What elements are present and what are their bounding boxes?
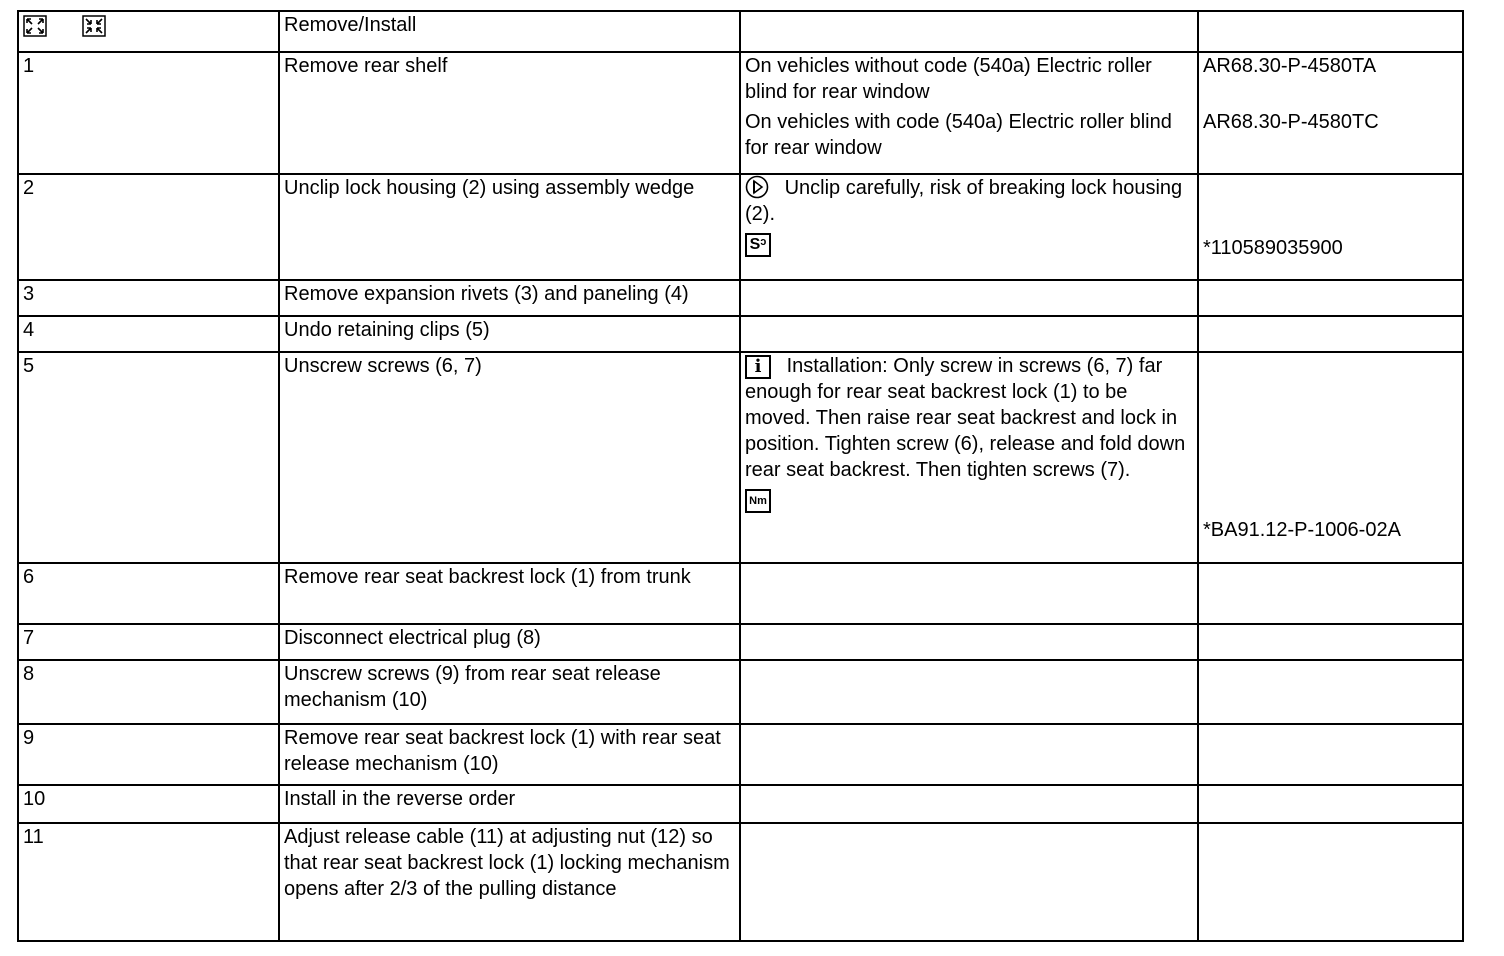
step-note <box>740 352 1198 563</box>
reference-link[interactable]: AR68.30-P-4580TC <box>1203 111 1379 133</box>
table-row <box>18 563 1463 624</box>
step-number: 1 <box>18 52 279 174</box>
step-number: 7 <box>18 624 279 660</box>
step-description: Unscrew screws (6, 7) <box>279 352 740 563</box>
empty-cell <box>1198 624 1463 660</box>
caution-icon <box>745 175 769 199</box>
table-row <box>18 352 1463 563</box>
empty-cell <box>1198 563 1463 624</box>
special-tool-icon[interactable]: Sᵓ <box>745 233 771 257</box>
step-number: 10 <box>18 785 279 823</box>
empty-cell <box>1198 280 1463 316</box>
step-description: Unclip lock housing (2) using assembly wedge <box>279 174 740 280</box>
table-row <box>18 624 1463 660</box>
caution-text: Unclip carefully, risk of breaking lock housing (2). <box>745 177 1183 225</box>
step-reference <box>1198 174 1463 280</box>
step-description: Disconnect electrical plug (8) <box>279 624 740 660</box>
step-number: 5 <box>18 352 279 563</box>
table-row <box>18 823 1463 941</box>
step-description: Adjust release cable (11) at adjusting nut (12) so that rear seat backrest lock (1) locking mechanism opens after 2/3 of the pulling distance <box>279 823 740 941</box>
procedure-table <box>17 10 1464 942</box>
empty-cell <box>1198 823 1463 941</box>
empty-cell <box>740 563 1198 624</box>
empty-cell <box>740 823 1198 941</box>
step-description: Undo retaining clips (5) <box>279 316 740 352</box>
table-row <box>18 660 1463 724</box>
step-note <box>740 174 1198 280</box>
reference-link[interactable]: AR68.30-P-4580TA <box>1203 55 1377 77</box>
step-description: Install in the reverse order <box>279 785 740 823</box>
empty-cell <box>740 316 1198 352</box>
installation-note: Installation: Only screw in screws (6, 7) far enough for rear seat backrest lock (1) to be moved. Then raise rear seat backrest and lock in position. Tighten screw (6), release and fold down rear seat backrest. Then tighten screws (7). <box>745 355 1186 481</box>
table-row <box>18 174 1463 280</box>
step-number: 3 <box>18 280 279 316</box>
table-row <box>18 280 1463 316</box>
header-empty-cell <box>740 11 1198 52</box>
collapse-all-icon[interactable] <box>82 15 106 37</box>
step-description: Remove rear seat backrest lock (1) with rear seat release mechanism (10) <box>279 724 740 785</box>
step-reference <box>1198 352 1463 563</box>
step-description: Unscrew screws (9) from rear seat release mechanism (10) <box>279 660 740 724</box>
step-reference <box>1198 52 1463 174</box>
empty-cell <box>1198 724 1463 785</box>
note-variant-without-code: On vehicles without code (540a) Electric roller blind for rear window <box>745 55 1152 103</box>
table-row <box>18 52 1463 174</box>
info-icon: i <box>745 355 771 379</box>
table-row <box>18 785 1463 823</box>
empty-cell <box>1198 660 1463 724</box>
step-number: 4 <box>18 316 279 352</box>
step-number: 11 <box>18 823 279 941</box>
step-number: 6 <box>18 563 279 624</box>
table-row <box>18 316 1463 352</box>
torque-icon[interactable]: Nm <box>745 489 771 513</box>
step-description: Remove rear shelf <box>279 52 740 174</box>
step-description: Remove expansion rivets (3) and paneling (4) <box>279 280 740 316</box>
torque-reference[interactable]: *BA91.12-P-1006-02A <box>1203 519 1401 541</box>
header-title: Remove/Install <box>279 11 740 52</box>
note-variant-with-code: On vehicles with code (540a) Electric roller blind for rear window <box>745 111 1172 159</box>
empty-cell <box>740 785 1198 823</box>
header-icons-cell <box>18 11 279 52</box>
empty-cell <box>1198 785 1463 823</box>
table-header-row <box>18 11 1463 52</box>
table-row <box>18 724 1463 785</box>
step-number: 2 <box>18 174 279 280</box>
tool-part-number[interactable]: *110589035900 <box>1203 237 1343 259</box>
header-empty-cell <box>1198 11 1463 52</box>
empty-cell <box>1198 316 1463 352</box>
empty-cell <box>740 280 1198 316</box>
expand-all-icon[interactable] <box>23 15 47 37</box>
step-note <box>740 52 1198 174</box>
step-number: 9 <box>18 724 279 785</box>
step-number: 8 <box>18 660 279 724</box>
empty-cell <box>740 624 1198 660</box>
empty-cell <box>740 660 1198 724</box>
empty-cell <box>740 724 1198 785</box>
step-description: Remove rear seat backrest lock (1) from trunk <box>279 563 740 624</box>
